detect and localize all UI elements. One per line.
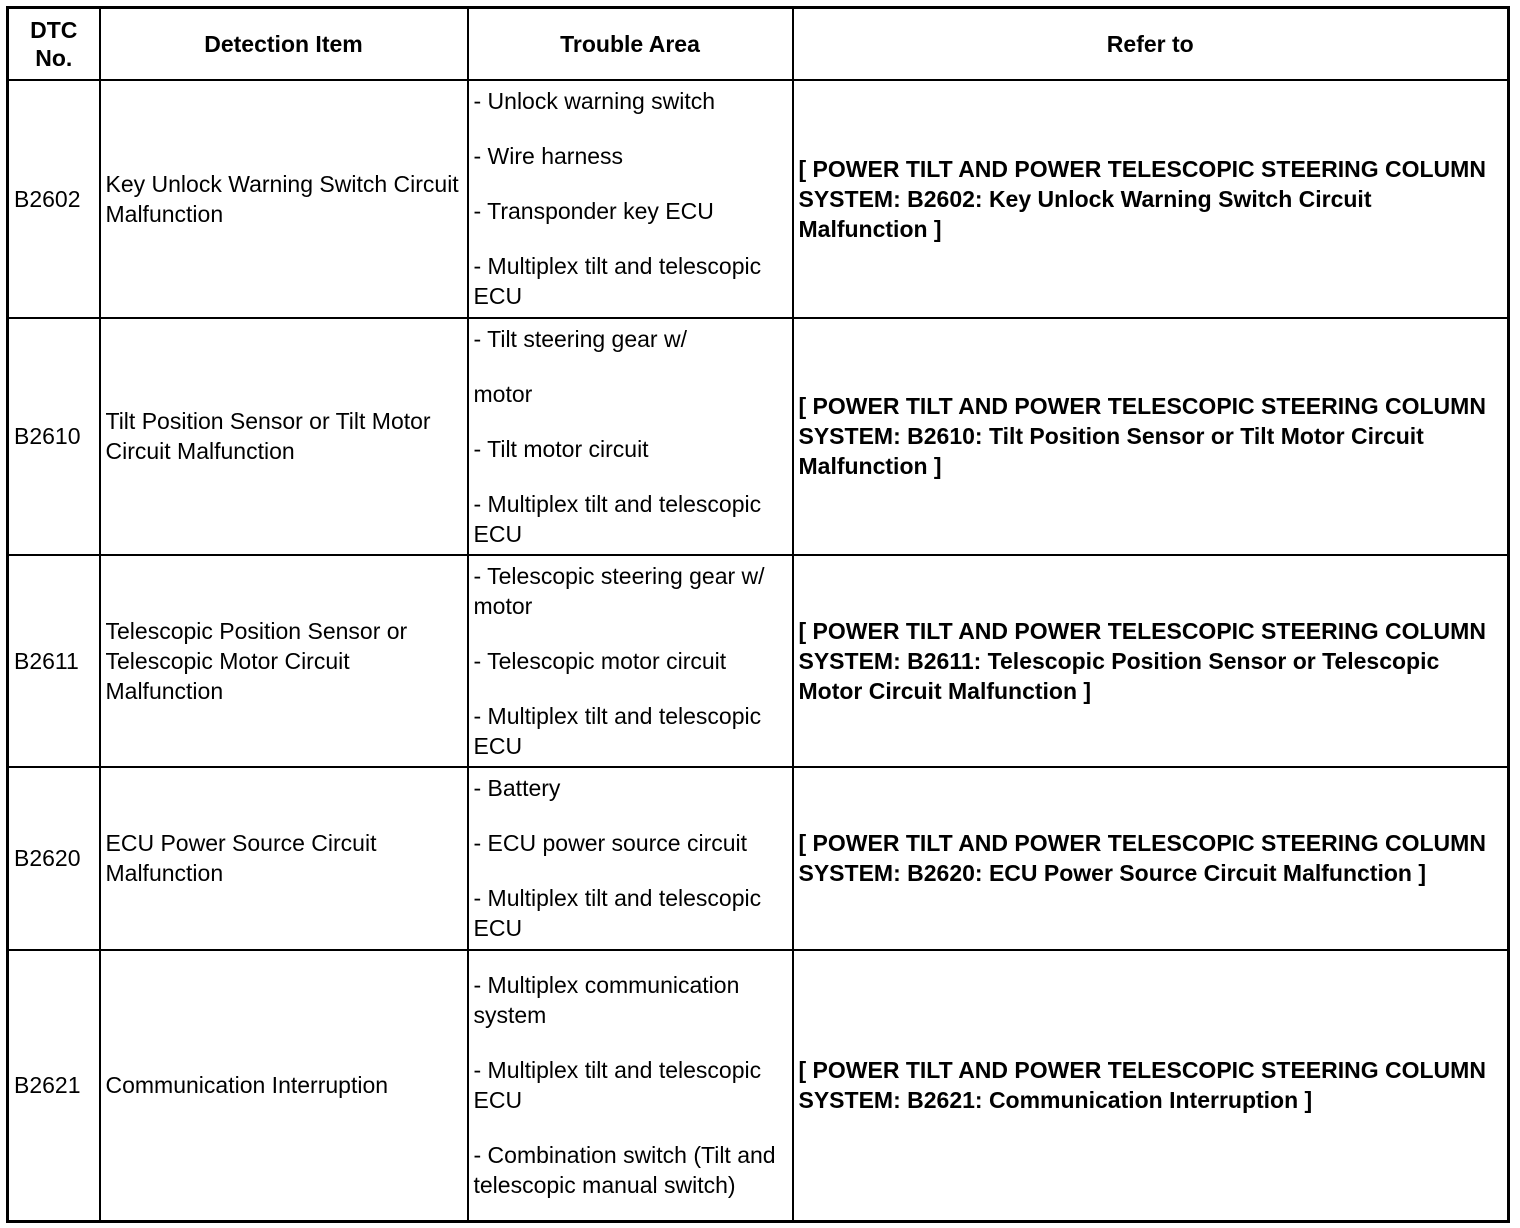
trouble-area-line: - Multiplex tilt and telescopic ECU <box>473 702 762 759</box>
detection-item: Telescopic Position Sensor or Telescopic Motor Circuit Malfunction <box>100 555 468 767</box>
trouble-area <box>468 80 793 318</box>
header-trouble-area: Trouble Area <box>468 8 793 80</box>
table-row <box>8 950 1509 1222</box>
trouble-area <box>468 555 793 767</box>
header-dtc-no: DTC No. <box>8 8 100 80</box>
dtc-code: B2602 <box>8 80 100 318</box>
trouble-area-line: - Combination switch (Tilt and telescopic manual switch) <box>473 1142 776 1199</box>
detection-item: Key Unlock Warning Switch Circuit Malfunction <box>100 80 468 318</box>
trouble-area-line: - Multiplex communication system <box>473 972 740 1029</box>
trouble-area-line: - Telescopic steering gear w/ motor <box>473 562 765 619</box>
header-detection-item: Detection Item <box>100 8 468 80</box>
refer-to-link[interactable]: [ POWER TILT AND POWER TELESCOPIC STEERING COLUMN SYSTEM: B2611: Telescopic Position Sensor or Telescopic Motor Circuit Malfunction ] <box>793 555 1509 767</box>
refer-to-link[interactable]: [ POWER TILT AND POWER TELESCOPIC STEERING COLUMN SYSTEM: B2602: Key Unlock Warning Switch Circuit Malfunction ] <box>793 80 1509 318</box>
dtc-table <box>6 6 1510 1223</box>
trouble-area-line: - Unlock warning switch <box>473 88 716 114</box>
trouble-area-line: - Multiplex tilt and telescopic ECU <box>473 490 762 547</box>
trouble-area-line: - Wire harness <box>473 143 624 169</box>
dtc-code: B2620 <box>8 767 100 950</box>
trouble-area-line: - Battery <box>473 775 561 801</box>
table-row <box>8 555 1509 767</box>
dtc-code: B2611 <box>8 555 100 767</box>
detection-item: ECU Power Source Circuit Malfunction <box>100 767 468 950</box>
refer-to-link[interactable]: [ POWER TILT AND POWER TELESCOPIC STEERING COLUMN SYSTEM: B2620: ECU Power Source Circuit Malfunction ] <box>793 767 1509 950</box>
dtc-code: B2610 <box>8 318 100 555</box>
detection-item: Tilt Position Sensor or Tilt Motor Circuit Malfunction <box>100 318 468 555</box>
table-row <box>8 80 1509 318</box>
table-row <box>8 318 1509 555</box>
table-row <box>8 767 1509 950</box>
refer-to-link[interactable]: [ POWER TILT AND POWER TELESCOPIC STEERING COLUMN SYSTEM: B2621: Communication Interruption ] <box>793 950 1509 1222</box>
trouble-area-line: motor <box>473 380 533 407</box>
trouble-area <box>468 318 793 555</box>
trouble-area-line: - Multiplex tilt and telescopic ECU <box>473 885 762 941</box>
trouble-area-line: - Tilt motor circuit <box>473 435 649 462</box>
detection-item: Communication Interruption <box>100 950 468 1222</box>
dtc-code: B2621 <box>8 950 100 1222</box>
trouble-area-line: - Multiplex tilt and telescopic ECU <box>473 253 762 309</box>
trouble-area-line: - Transponder key ECU <box>473 198 714 224</box>
trouble-area-line: - ECU power source circuit <box>473 830 748 856</box>
trouble-area <box>468 950 793 1222</box>
header-refer-to: Refer to <box>793 8 1509 80</box>
trouble-area <box>468 767 793 950</box>
trouble-area-line: - Tilt steering gear w/ <box>473 325 687 352</box>
trouble-area-line: - Telescopic motor circuit <box>473 647 727 674</box>
table-header-row <box>8 8 1509 80</box>
refer-to-link[interactable]: [ POWER TILT AND POWER TELESCOPIC STEERING COLUMN SYSTEM: B2610: Tilt Position Sensor or Tilt Motor Circuit Malfunction ] <box>793 318 1509 555</box>
trouble-area-line: - Multiplex tilt and telescopic ECU <box>473 1057 762 1114</box>
